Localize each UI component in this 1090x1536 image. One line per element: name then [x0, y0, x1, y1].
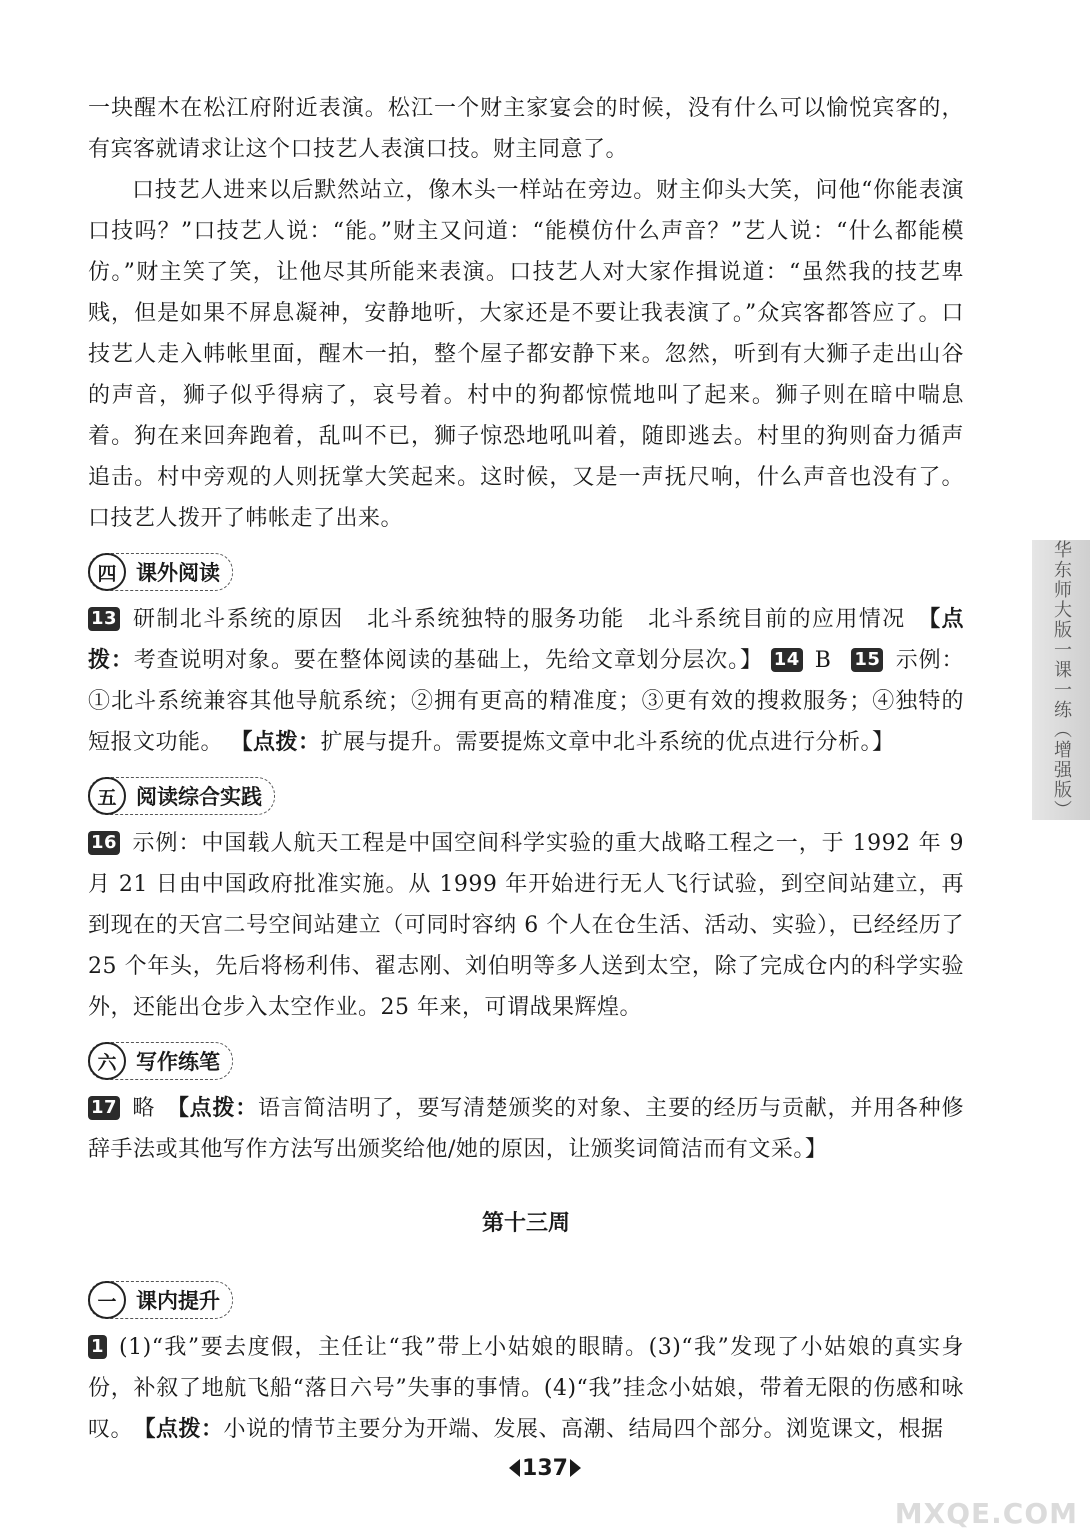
section-title: 课外阅读 — [136, 561, 220, 585]
answer-17 — [88, 1088, 964, 1170]
answer-15-text: 示例：①北斗系统兼容其他导航系统；②拥有更高的精准度；③更有效的搜救服务；④独特的短报文功能。 — [88, 648, 964, 755]
section-title: 写作练笔 — [136, 1050, 220, 1074]
question-number-13: 13 — [88, 607, 120, 631]
tip-text: 扩展与提升。需要提炼文章中北斗系统的优点进行分析。】 — [320, 730, 895, 755]
answer-17-text: 略 — [132, 1096, 178, 1121]
section-number: 四 — [88, 553, 126, 591]
answer-14-text: B — [814, 648, 832, 673]
watermark-text: MXQE.COM — [894, 1497, 1078, 1530]
tip-text: 考查说明对象。要在整体阅读的基础上，先给文章划分层次。】 — [133, 648, 763, 673]
section-number: 五 — [88, 777, 126, 815]
section-number: 一 — [88, 1281, 126, 1319]
side-tab-text: 华东师大版一课一练（增强版） — [1051, 540, 1072, 820]
section-title: 课内提升 — [136, 1289, 220, 1313]
week-title: 第十三周 — [481, 1211, 570, 1236]
section-title: 阅读综合实践 — [136, 785, 262, 809]
side-tab — [1032, 540, 1090, 820]
section-header-6 — [88, 1042, 233, 1080]
section-header-5 — [88, 777, 275, 815]
arrow-left-icon — [509, 1459, 520, 1477]
answer-13-text: 研制北斗系统的原因 北斗系统独特的服务功能 北斗系统目前的应用情况 — [132, 607, 930, 632]
tip-label: 【点拨： — [177, 1096, 259, 1121]
section-number: 六 — [88, 1042, 126, 1080]
answer-13-15 — [88, 599, 964, 763]
question-number-17: 17 — [88, 1096, 120, 1120]
question-number-14: 14 — [771, 648, 803, 672]
paragraph-story: 口技艺人进来以后默然站立，像木头一样站在旁边。财主仰头大笑，问他“你能表演口技吗？”口技艺人说：“能。”财主又问道：“能模仿什么声音？”艺人说：“什么都能模仿。”财主笑了笑，让他尽其所能来表演。口技艺人对大家作揖说道：“虽然我的技艺卑贱，但是如果不屏息凝神，安静地听，大家还是不要让我表演了。”众宾客都答应了。口技艺人走入帏帐里面，醒木一拍，整个屋子都安静下来。忽然，听到有大狮子走出山谷的声音，狮子似乎得病了，哀号着。村中的狗都惊慌地叫了起来。狮子则在暗中喘息着。狗在来回奔跑着，乱叫不已，狮子惊恐地吼叫着，随即逃去。村里的狗则奋力循声追击。村中旁观的人则抚掌大笑起来。这时候，又是一声抚尺响，什么声音也没有了。口技艺人拨开了帏帐走了出来。 — [88, 178, 964, 531]
answer-1 — [88, 1327, 964, 1450]
question-number-15: 15 — [851, 648, 883, 672]
answer-16 — [88, 823, 964, 1028]
question-number-1: 1 — [88, 1335, 107, 1359]
answer-16-text: 示例：中国载人航天工程是中国空间科学实验的重大战略工程之一，于 1992 年 9 月 21 日由中国政府批准实施。从 1999 年开始进行无人飞行试验，到空间站建立，再到现在的天宫二号空间站建立（可同时容纳 6 个人在仓生活、活动、实验），已经经历了 25 个年头，先后将杨利伟、翟志刚、刘伯明等多人送到太空，除了完成仓内的科学实验外，还能出仓步入太空作业。25 年来，可谓战果辉煌。 — [88, 831, 964, 1020]
arrow-right-icon — [570, 1459, 581, 1477]
tip-label: 【点拨： — [144, 1417, 224, 1442]
page-number-text: 137 — [522, 1456, 568, 1481]
watermark — [894, 1440, 1078, 1530]
page-content — [88, 88, 964, 1450]
tip-text: 语言简洁明了，要写清楚颁奖的对象、主要的经历与贡献，并用各种修辞手法或其他写作方法写出颁奖给他/她的原因，让颁奖词简洁而有文采。】 — [88, 1096, 964, 1162]
tip-label: 【点拨： — [88, 607, 964, 673]
tip-label: 【点拨： — [230, 730, 321, 755]
paragraph-continuation: 一块醒木在松江府附近表演。松江一个财主家宴会的时候，没有什么可以愉悦宾客的，有宾客就请求让这个口技艺人表演口技。财主同意了。 — [88, 96, 964, 162]
section-header-4 — [88, 553, 233, 591]
tip-text: 小说的情节主要分为开端、发展、高潮、结局四个部分。浏览课文，根据 — [223, 1417, 944, 1442]
answer-1-text: (1)“我”要去度假，主任让“我”带上小姑娘的眼睛。(3)“我”发现了小姑娘的真实身份，补叙了地航飞船“落日六号”失事的事情。(4)“我”挂念小姑娘，带着无限的伤感和咏叹。 — [88, 1335, 964, 1442]
question-number-16: 16 — [88, 831, 120, 855]
section-header-1 — [88, 1281, 233, 1319]
